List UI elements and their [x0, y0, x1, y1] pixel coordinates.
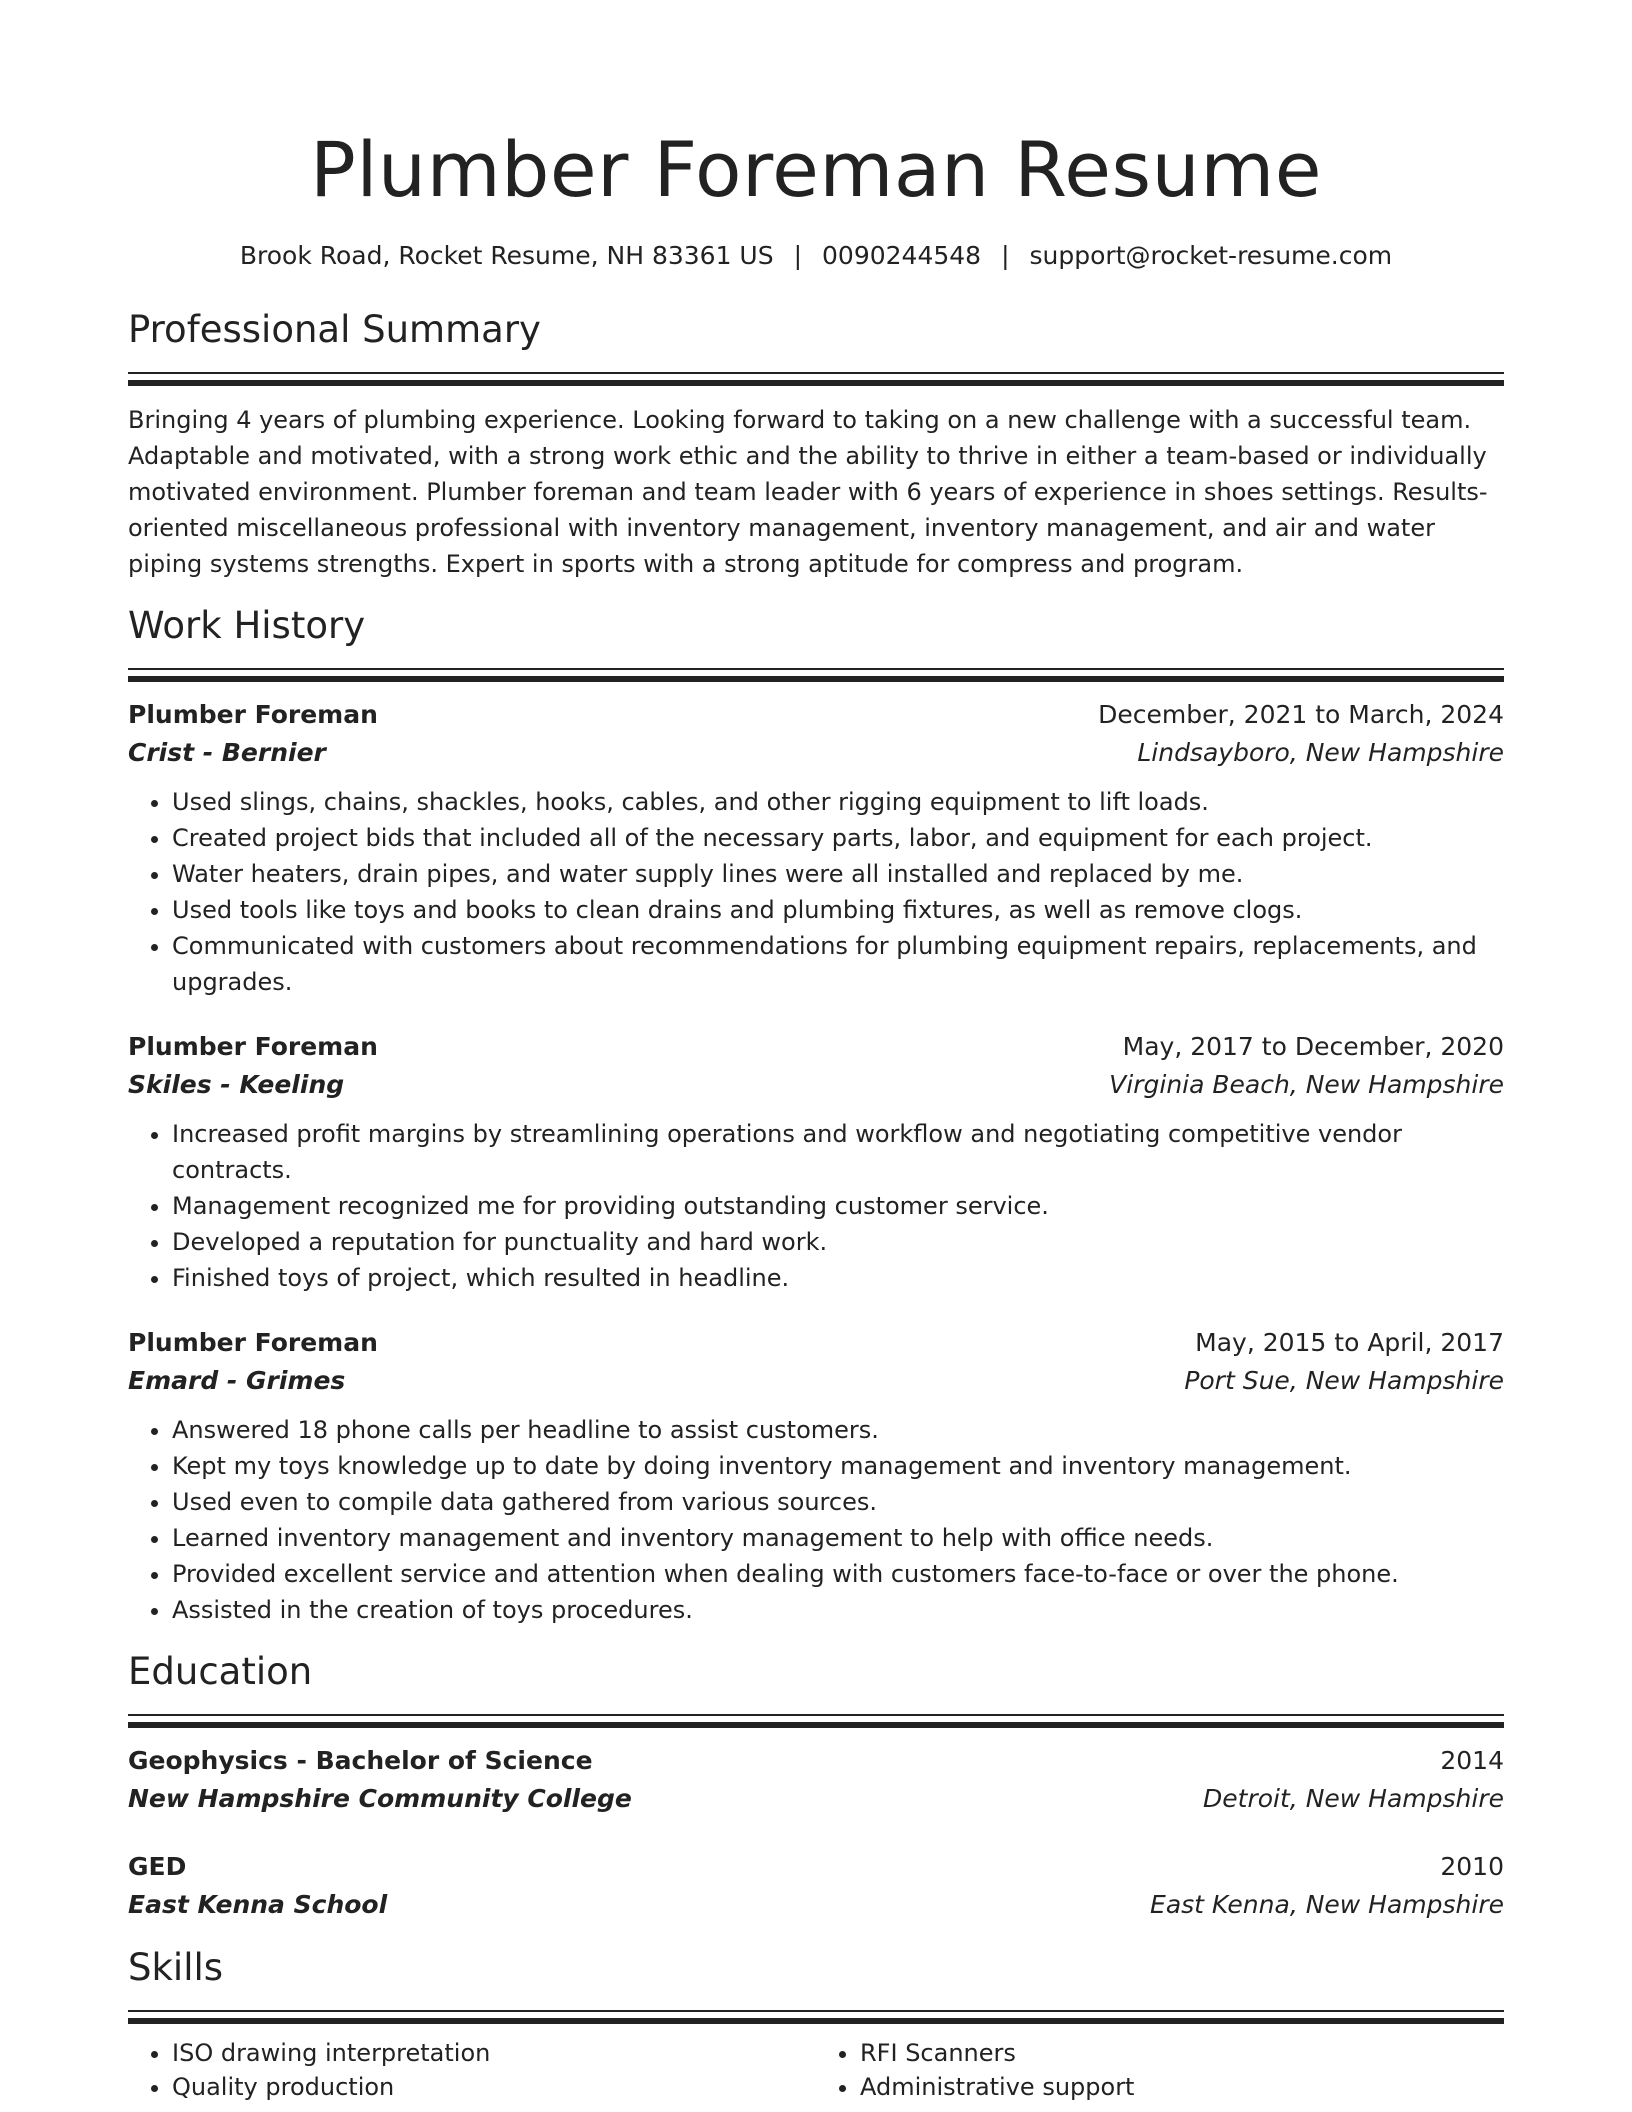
list-item: • Finished toys of project, which resulted in headline.	[172, 1260, 1504, 1296]
job-company-row	[128, 1066, 1504, 1104]
job-dates: May, 2015 to April, 2017	[1195, 1328, 1504, 1357]
section-divider	[128, 1714, 1504, 1728]
job-entry	[128, 696, 1504, 1000]
job-header-row	[128, 1324, 1504, 1362]
section-divider	[128, 2010, 1504, 2024]
list-item: • Water heaters, drain pipes, and water supply lines were all installed and replaced by me.	[172, 856, 1504, 892]
list-item: • Used slings, chains, shackles, hooks, cables, and other rigging equipment to lift loads.	[172, 784, 1504, 820]
contact-separator: |	[1001, 241, 1010, 270]
summary-section	[128, 306, 1504, 582]
resume-title: Plumber Foreman Resume	[309, 125, 1323, 214]
skills-section	[128, 1944, 1504, 2104]
job-company-row	[128, 1362, 1504, 1400]
contact-phone: 0090244548	[822, 241, 982, 270]
education-location: East Kenna, New Hampshire	[1150, 1890, 1504, 1919]
list-item: • Quality production	[172, 2070, 816, 2104]
section-heading: Education	[128, 1650, 313, 1693]
contact-email: support@rocket-resume.com	[1029, 241, 1393, 270]
education-section	[128, 1648, 1504, 1924]
list-item: • Management recognized me for providing outstanding customer service.	[172, 1188, 1504, 1224]
job-company: Crist - Bernier	[128, 738, 326, 767]
work-history-section	[128, 602, 1504, 1628]
resume-page	[128, 0, 1504, 2104]
job-entry	[128, 1324, 1504, 1628]
education-year: 2010	[1440, 1852, 1504, 1881]
job-dates: December, 2021 to March, 2024	[1098, 700, 1504, 729]
list-item: • Provided excellent service and attention when dealing with customers face-to-face or over the phone.	[172, 1556, 1504, 1592]
education-school: New Hampshire Community College	[128, 1784, 632, 1813]
list-item: • Developed a reputation for punctuality and hard work.	[172, 1224, 1504, 1260]
education-degree: GED	[128, 1852, 187, 1881]
section-heading: Skills	[128, 1946, 224, 1989]
education-header-row	[128, 1848, 1504, 1886]
summary-text: Bringing 4 years of plumbing experience. Looking forward to taking on a new challenge with a successful team. Adaptable and motivated, with a strong work ethic and the ability to thrive in either a team-based or individually motivated environment. Plumber foreman and team leader with 6 years of experience in shoes settings. Results-oriented miscellaneous professional with inventory management, inventory management, and air and water piping systems strengths. Expert in sports with a strong aptitude for compress and program.	[128, 406, 1488, 578]
list-item: • Kept my toys knowledge up to date by doing inventory management and inventory management.	[172, 1448, 1504, 1484]
list-item: • Used even to compile data gathered from various sources.	[172, 1484, 1504, 1520]
skills-columns	[128, 2036, 1504, 2104]
list-item: • Communicated with customers about recommendations for plumbing equipment repairs, replacements, and upgrades.	[172, 928, 1504, 1000]
section-divider	[128, 668, 1504, 682]
job-entry	[128, 1028, 1504, 1296]
contact-line	[128, 240, 1504, 272]
list-item: • ISO drawing interpretation	[172, 2036, 816, 2070]
list-item: • Increased profit margins by streamlining operations and workflow and negotiating competitive vendor contracts.	[172, 1116, 1504, 1188]
job-bullets	[128, 1412, 1504, 1628]
job-company: Emard - Grimes	[128, 1366, 346, 1395]
job-title: Plumber Foreman	[128, 1032, 378, 1061]
job-bullets	[128, 1116, 1504, 1296]
contact-address: Brook Road, Rocket Resume, NH 83361 US	[239, 241, 774, 270]
education-location: Detroit, New Hampshire	[1203, 1784, 1504, 1813]
list-item: • Created project bids that included all of the necessary parts, labor, and equipment for each project.	[172, 820, 1504, 856]
contact-separator: |	[793, 241, 803, 270]
list-item: • Administrative support	[860, 2070, 1504, 2104]
education-entry	[128, 1848, 1504, 1924]
education-degree: Geophysics - Bachelor of Science	[128, 1746, 593, 1775]
job-title: Plumber Foreman	[128, 700, 378, 729]
section-divider	[128, 372, 1504, 386]
education-header-row	[128, 1742, 1504, 1780]
job-company: Skiles - Keeling	[128, 1070, 345, 1099]
job-location: Virginia Beach, New Hampshire	[1109, 1070, 1504, 1099]
section-heading: Professional Summary	[128, 308, 541, 351]
job-location: Port Sue, New Hampshire	[1184, 1366, 1504, 1395]
job-title: Plumber Foreman	[128, 1328, 378, 1357]
list-item: • RFI Scanners	[860, 2036, 1504, 2070]
education-school-row	[128, 1780, 1504, 1818]
job-dates: May, 2017 to December, 2020	[1122, 1032, 1504, 1061]
job-header-row	[128, 696, 1504, 734]
list-item: • Assisted in the creation of toys procedures.	[172, 1592, 1504, 1628]
education-school: East Kenna School	[128, 1890, 388, 1919]
section-heading: Work History	[128, 604, 366, 647]
education-year: 2014	[1440, 1746, 1504, 1775]
job-company-row	[128, 734, 1504, 772]
skills-list-left	[128, 2036, 816, 2104]
education-entry	[128, 1742, 1504, 1818]
list-item: • Answered 18 phone calls per headline to assist customers.	[172, 1412, 1504, 1448]
job-header-row	[128, 1028, 1504, 1066]
skills-list-right	[816, 2036, 1504, 2104]
list-item: • Used tools like toys and books to clean drains and plumbing fixtures, as well as remove clogs.	[172, 892, 1504, 928]
job-bullets	[128, 784, 1504, 1000]
education-school-row	[128, 1886, 1504, 1924]
list-item: • Learned inventory management and inventory management to help with office needs.	[172, 1520, 1504, 1556]
job-location: Lindsayboro, New Hampshire	[1137, 738, 1504, 767]
